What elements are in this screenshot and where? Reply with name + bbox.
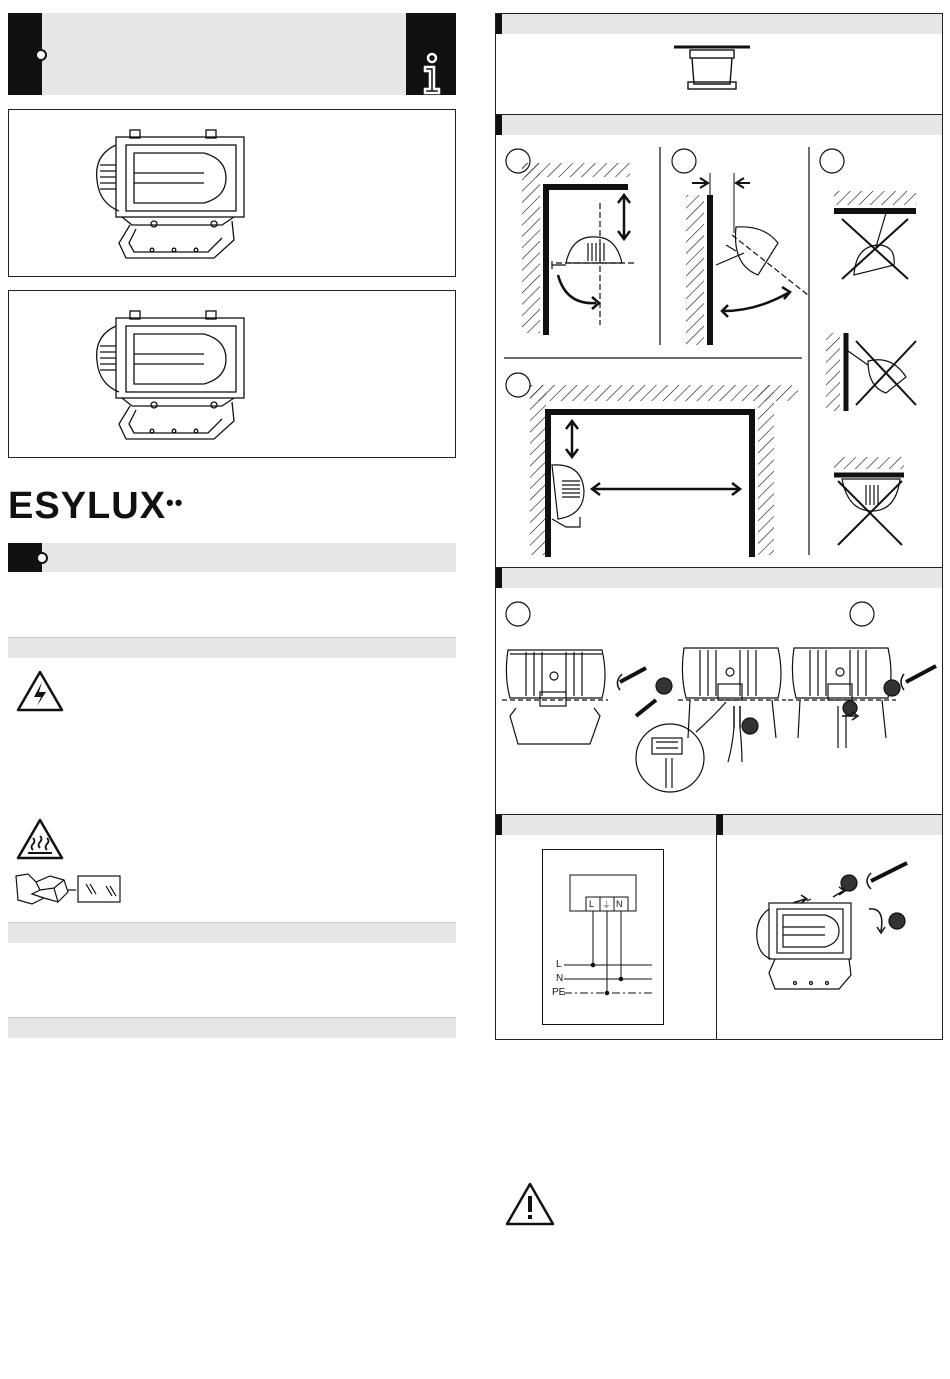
hot-surface-icon <box>16 818 64 860</box>
section-bar-3 <box>8 1017 456 1038</box>
glass-break-icon <box>14 872 124 906</box>
wiring-panel-header <box>496 815 718 835</box>
line-label-l: L <box>556 959 562 970</box>
floodlight-drawing-2 <box>94 306 254 451</box>
installation-panel-header <box>496 115 942 135</box>
connection-panel-tab <box>496 568 502 588</box>
lamp-replacement-drawing <box>747 859 937 1009</box>
connection-panel <box>495 567 943 815</box>
section-header <box>8 543 456 572</box>
info-icon <box>420 53 444 95</box>
ceiling-mount-drawing <box>674 44 750 92</box>
product-figure-1 <box>8 109 456 277</box>
product-figure-2 <box>8 290 456 458</box>
line-label-pe: PE <box>552 987 566 998</box>
terminal-n: N <box>616 899 623 909</box>
header-bullet <box>35 49 47 61</box>
mounting-panel-header <box>496 14 942 34</box>
installation-panel <box>495 114 943 568</box>
lamp-panel-header <box>717 815 942 835</box>
section-bar-safety <box>8 637 456 658</box>
mounting-panel-tab <box>496 14 502 34</box>
terminal-pe: ⏚ <box>602 900 612 910</box>
installation-drawings <box>496 135 942 567</box>
caution-icon <box>505 1182 555 1226</box>
mounting-panel <box>495 13 943 115</box>
section-bullet <box>36 552 48 564</box>
lamp-panel-tab <box>717 815 723 835</box>
connection-panel-header <box>496 568 942 588</box>
installation-panel-tab <box>496 115 502 135</box>
header-block <box>8 13 456 95</box>
wiring-panel-tab <box>496 815 502 835</box>
connection-drawings <box>496 588 942 814</box>
terminal-l: L <box>589 899 595 909</box>
esylux-logo: ESYLUX•• <box>8 485 184 527</box>
wiring-panel <box>495 814 719 1040</box>
section-bar-2 <box>8 922 456 943</box>
floodlight-drawing-1 <box>94 125 254 270</box>
electric-hazard-icon <box>16 670 64 712</box>
line-label-n: N <box>556 973 564 984</box>
lamp-panel <box>716 814 943 1040</box>
